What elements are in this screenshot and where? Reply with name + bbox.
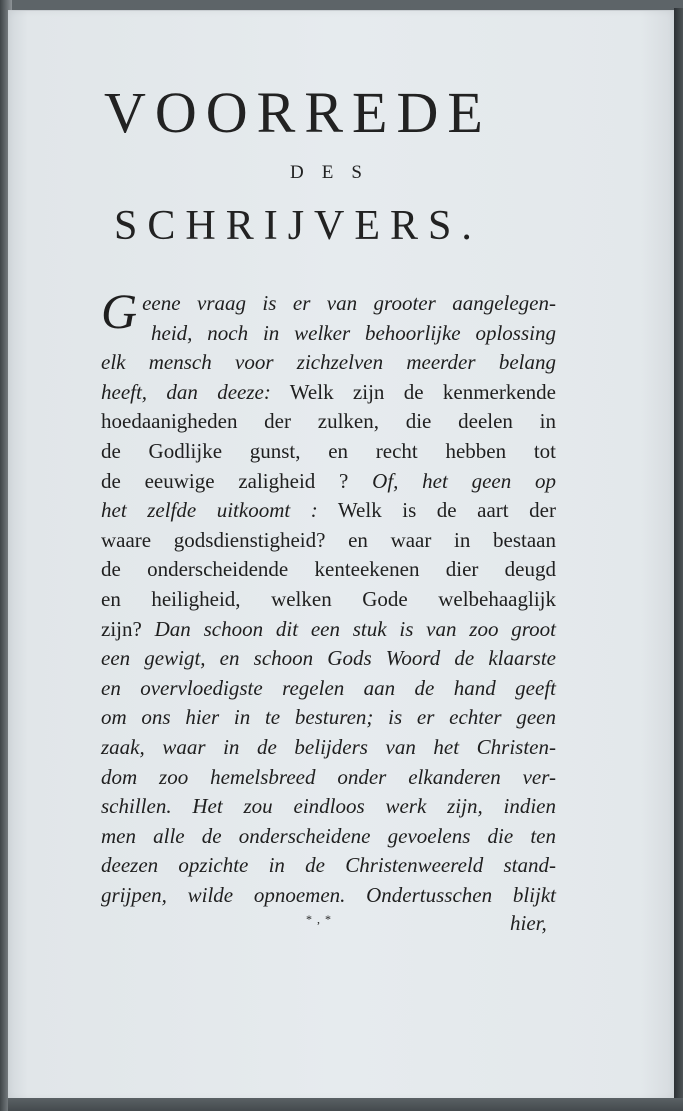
text-line	[101, 615, 556, 645]
preface-body-text	[101, 283, 557, 910]
text-segment: het zelfde uitkoomt :	[101, 498, 318, 523]
text-segment: Welk is de aart der	[317, 498, 556, 523]
text-line	[101, 467, 556, 497]
page-edge-bottom	[8, 1098, 683, 1111]
text-segment: om ons hier in te besturen; is er echter geen	[101, 705, 556, 730]
text-line	[101, 378, 556, 408]
text-segment: eene vraag is er van grooter aangelegen-	[142, 291, 556, 315]
text-line	[101, 319, 556, 349]
text-line	[101, 881, 556, 911]
text-line	[101, 555, 556, 585]
text-segment: heid, noch in welker behoorlijke oplossing	[151, 320, 556, 345]
text-segment: en heiligheid, welken Gode welbehaaglijk	[101, 586, 556, 611]
text-segment: waare godsdienstigheid? en waar in bestaan	[101, 527, 556, 552]
text-line	[101, 763, 556, 793]
text-segment: de Godlijke gunst, en recht hebben tot	[101, 438, 556, 463]
text-line	[101, 348, 556, 378]
text-segment: men alle de onderscheidene gevoelens die ten	[101, 823, 556, 848]
text-segment: zijn?	[101, 616, 155, 641]
text-segment: een gewigt, en schoon Gods Woord de klaarste	[101, 646, 556, 671]
text-segment: de onderscheidende kenteekenen dier deugd	[101, 557, 556, 582]
preface-lines	[101, 283, 557, 910]
text-line	[101, 407, 556, 437]
text-segment: hoedaanigheden der zulken, die deelen in	[101, 409, 556, 434]
text-line	[101, 437, 556, 467]
text-line	[101, 289, 556, 319]
text-segment: zaak, waar in de belijders van het Christen-	[101, 734, 556, 759]
text-segment: elk mensch voor zichzelven meerder belang	[101, 350, 556, 375]
text-segment: Welk zijn de kenmerkende	[270, 379, 556, 404]
text-segment: de eeuwige zaligheid ?	[101, 468, 373, 493]
catchword: hier,	[510, 911, 547, 935]
text-line	[101, 526, 556, 556]
drop-cap: G	[101, 283, 138, 339]
text-segment: grijpen, wilde opnoemen. Ondertusschen blijkt	[101, 882, 556, 907]
text-segment: schillen. Het zou eindloos werk zijn, indien	[101, 794, 556, 819]
text-line	[101, 674, 556, 704]
text-line	[101, 792, 556, 822]
title-des: DES	[290, 162, 380, 183]
text-line	[101, 703, 556, 733]
text-line	[101, 851, 556, 881]
text-segment: heeft, dan deeze:	[101, 379, 271, 404]
text-line	[101, 644, 556, 674]
text-segment: dom zoo hemelsbreed onder elkanderen ver-	[101, 764, 556, 789]
text-segment: Of, het geen op	[372, 468, 557, 493]
text-segment: en overvloedigste regelen aan de hand geeft	[101, 675, 556, 700]
page-edge-right	[674, 8, 683, 1103]
text-line	[101, 822, 556, 852]
title-schrijvers: SCHRIJVERS.	[114, 203, 482, 249]
text-line	[101, 496, 556, 526]
text-line	[101, 733, 556, 763]
signature-mark: *,*	[306, 912, 336, 926]
text-segment: Dan schoon dit een stuk is van zoo groot	[154, 616, 556, 641]
text-line	[101, 585, 556, 615]
title-voorrede: VOORREDE	[104, 80, 492, 145]
text-segment: deezen opzichte in de Christenweereld stand-	[101, 853, 556, 878]
